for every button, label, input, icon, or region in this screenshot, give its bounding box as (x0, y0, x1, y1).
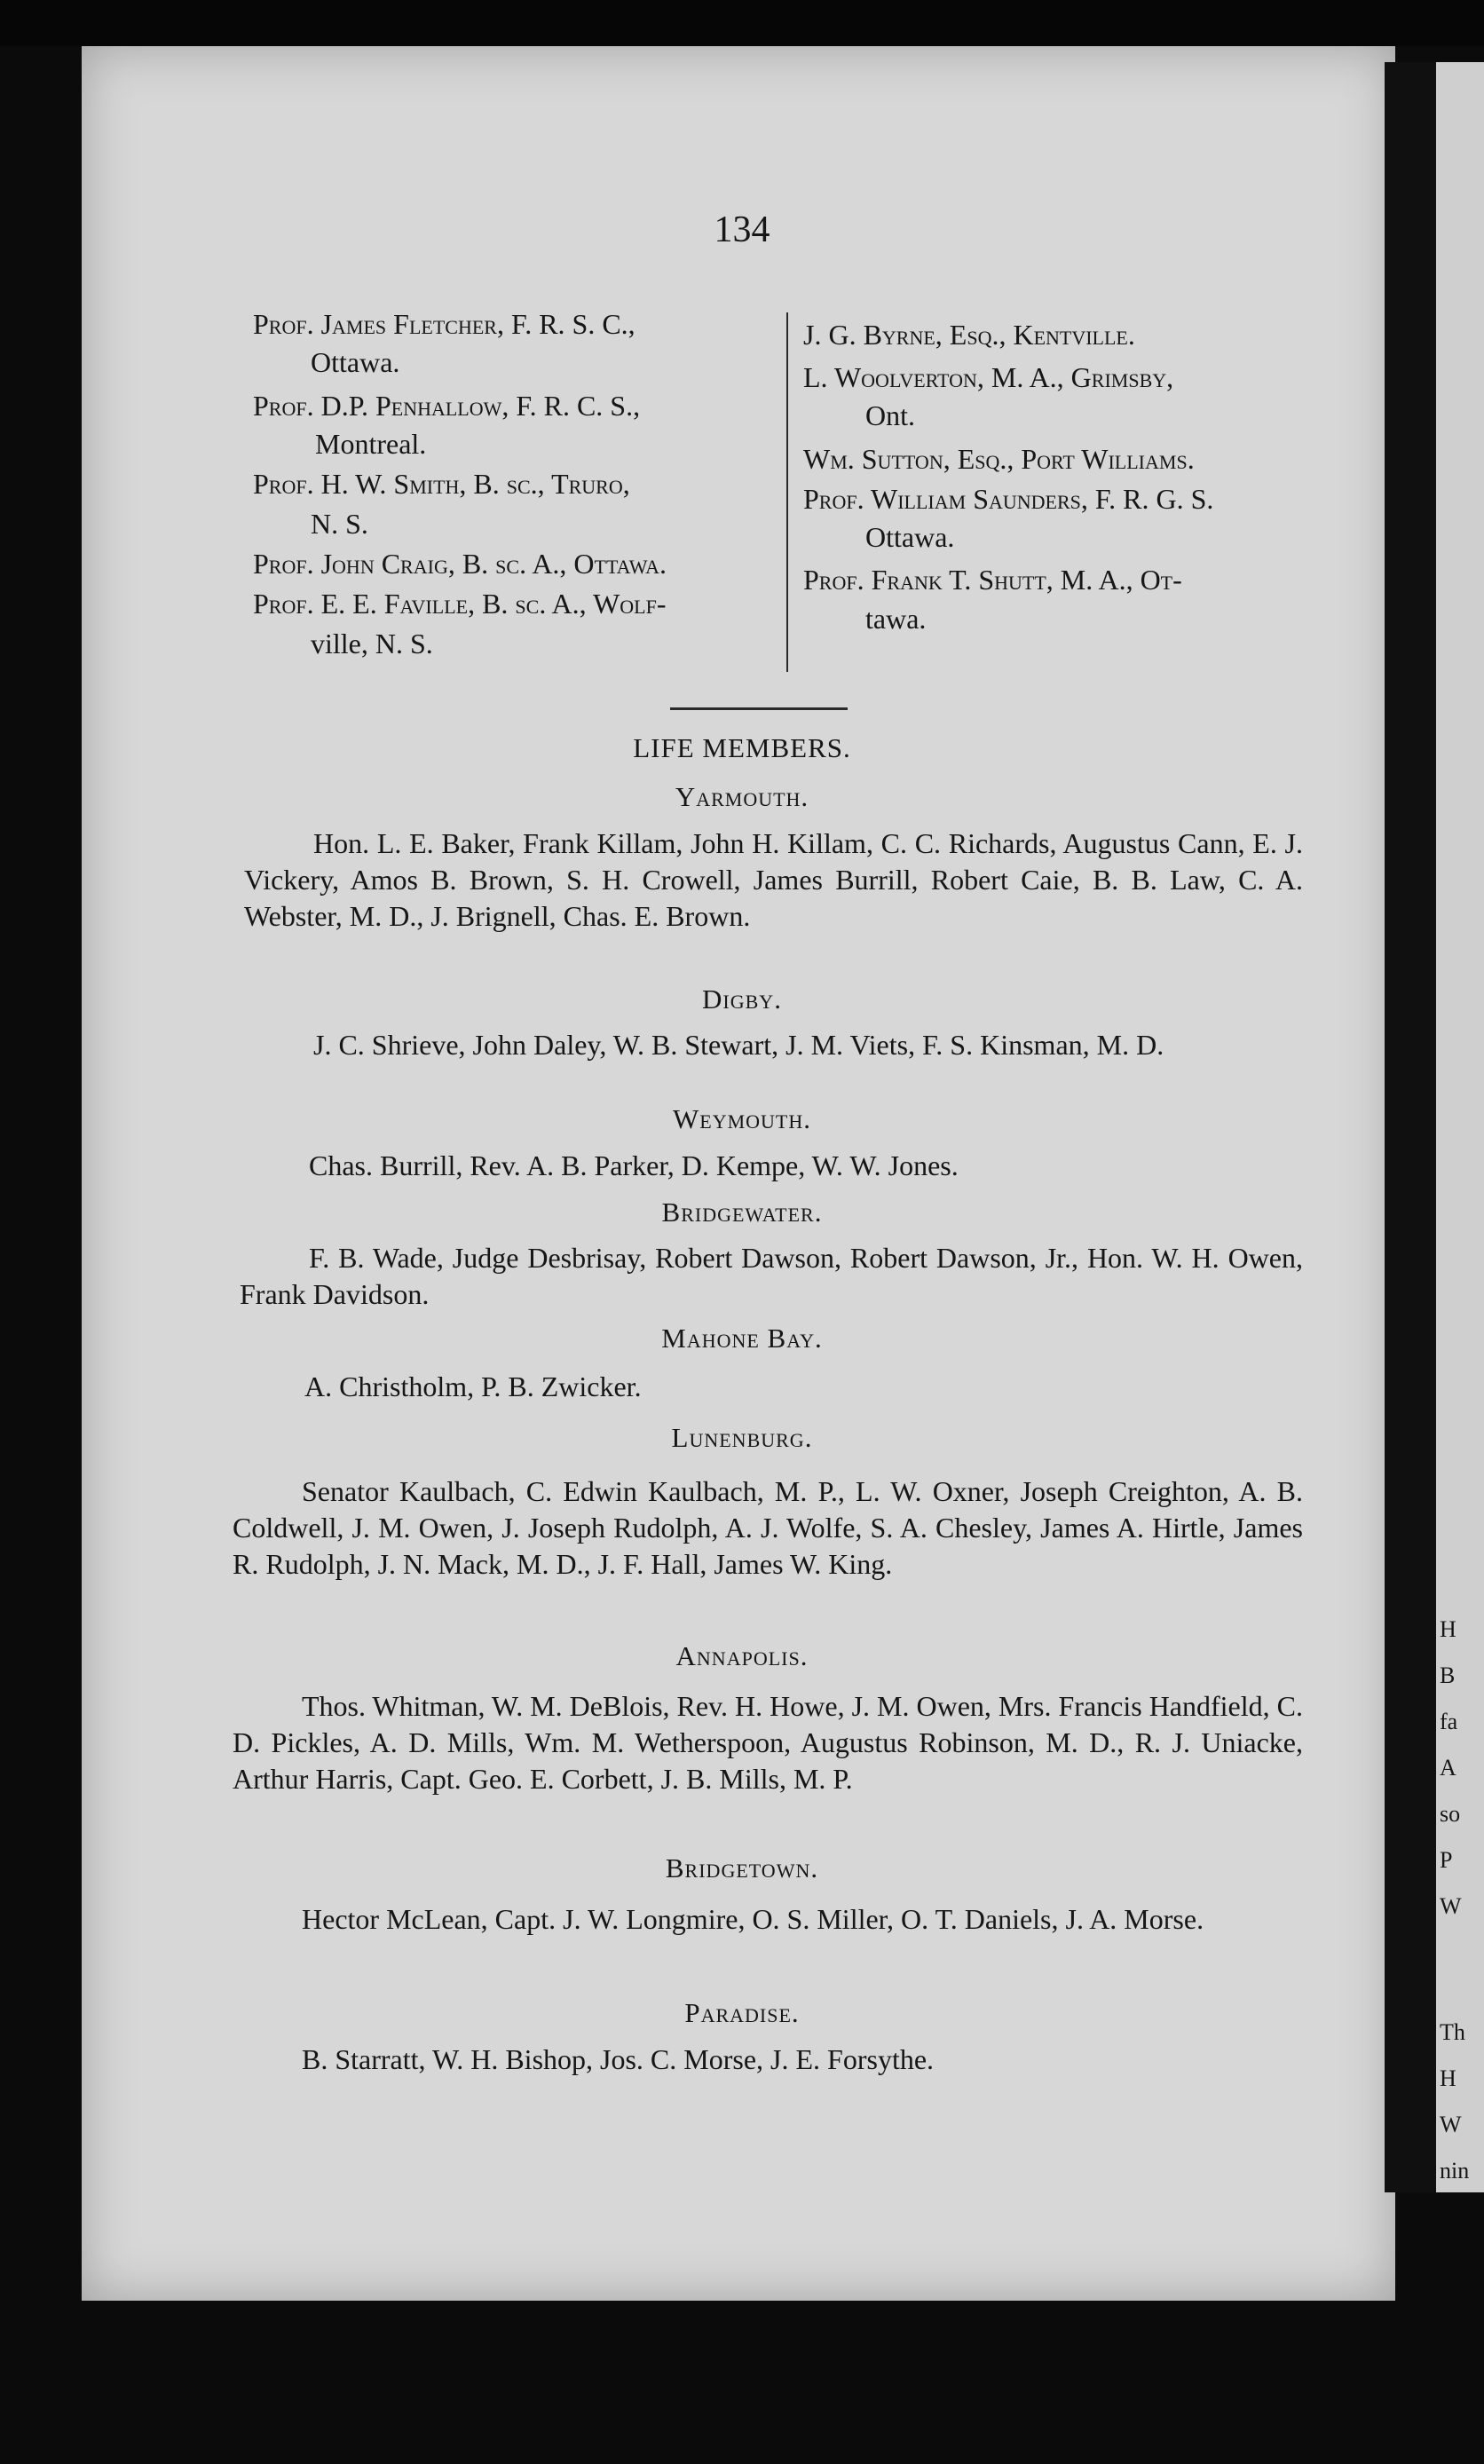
left-column-line: Prof. John Craig, B. sc. A., Ottawa. (253, 548, 667, 580)
group-place-heading: Paradise. (684, 1997, 800, 2028)
right-column-line: Ottawa. (865, 521, 955, 553)
facing-page-letter: H (1440, 1616, 1456, 1642)
left-column-line: Montreal. (315, 428, 427, 460)
facing-page-letter: P (1440, 1847, 1453, 1873)
group-place-heading: Lunenburg. (671, 1422, 813, 1453)
facing-page-letter: so (1440, 1801, 1461, 1827)
right-column-line: L. Woolverton, M. A., Grimsby, (803, 361, 1174, 393)
group-members: Hon. L. E. Baker, Frank Killam, John H. Killam, C. C. Richards, Augustus Cann, E. J. Vickery, Amos B. Brown, S. H. Crowell, James Burrill, Robert Caie, B. B. Law, C. A. Webster, M. D., J. Brignell, Chas. E. Brown. (244, 827, 1303, 932)
facing-page-letter: W (1440, 2112, 1462, 2137)
group-members: Thos. Whitman, W. M. DeBlois, Rev. H. Howe, J. M. Owen, Mrs. Francis Handfield, C. D. Pickles, A. D. Mills, Wm. M. Wetherspoon, Augustus Robinson, M. D., R. J. Uniacke, Arthur Harris, Capt. Geo. E. Corbett, J. B. Mills, M. P. (233, 1690, 1303, 1795)
group-members: Hector McLean, Capt. J. W. Longmire, O. S. Miller, O. T. Daniels, J. A. Morse. (302, 1903, 1204, 1935)
facing-page-letter: H (1440, 2065, 1456, 2091)
group-members: A. Christholm, P. B. Zwicker. (304, 1370, 642, 1402)
facing-page-letter: A (1440, 1755, 1456, 1781)
column-divider (786, 312, 788, 672)
group-place-heading: Bridgetown. (665, 1852, 819, 1884)
left-column-line: Prof. D.P. Penhallow, F. R. C. S., (253, 390, 641, 422)
left-column-line: Ottawa. (311, 346, 400, 378)
group-place-heading: Annapolis. (675, 1640, 809, 1671)
right-column-line: Wm. Sutton, Esq., Port Williams. (803, 443, 1195, 475)
group-members: J. C. Shrieve, John Daley, W. B. Stewart, J. M. Viets, F. S. Kinsman, M. D. (313, 1029, 1164, 1061)
section-rule (670, 707, 848, 710)
group-members: Senator Kaulbach, C. Edwin Kaulbach, M. P., L. W. Oxner, Joseph Creighton, A. B. Coldwell, J. M. Owen, J. Joseph Rudolph, A. J. Wolfe, S. A. Chesley, James A. Hirtle, James R. Rudolph, J. N. Mack, M. D., J. F. Hall, James W. King. (233, 1475, 1303, 1580)
group-members: Chas. Burrill, Rev. A. B. Parker, D. Kempe, W. W. Jones. (309, 1149, 959, 1181)
group-members: B. Starratt, W. H. Bishop, Jos. C. Morse, J. E. Forsythe. (302, 2043, 935, 2075)
left-column-line: ville, N. S. (311, 628, 433, 659)
group-place-heading: Digby. (702, 983, 782, 1015)
page-number: 134 (714, 209, 770, 250)
left-column-line: N. S. (311, 508, 368, 540)
group-place-heading: Weymouth. (673, 1103, 811, 1134)
group-members: F. B. Wade, Judge Desbrisay, Robert Dawson, Robert Dawson, Jr., Hon. W. H. Owen, Frank Davidson. (240, 1242, 1303, 1310)
facing-page-letter: B (1440, 1662, 1456, 1688)
left-column-line: Prof. H. W. Smith, B. sc., Truro, (253, 468, 630, 500)
facing-page-letter: Th (1440, 2019, 1465, 2045)
left-column-line: Prof. James Fletcher, F. R. S. C., (253, 308, 635, 340)
facing-page-letters (1440, 1607, 1484, 2192)
left-column-line: Prof. E. E. Faville, B. sc. A., Wolf- (253, 588, 667, 620)
facing-page-letter: fa (1440, 1709, 1458, 1734)
section-title: LIFE MEMBERS. (633, 732, 851, 763)
right-column-line: Ont. (865, 399, 915, 431)
right-column-line: Prof. William Saunders, F. R. G. S. (803, 483, 1214, 515)
right-column-line: Prof. Frank T. Shutt, M. A., Ot- (803, 564, 1182, 596)
group-place-heading: Yarmouth. (675, 781, 809, 812)
group-place-heading: Bridgewater. (661, 1196, 823, 1228)
facing-page-letter: nin (1440, 2158, 1470, 2184)
scan-top-edge (0, 0, 1484, 46)
group-place-heading: Mahone Bay. (661, 1323, 823, 1354)
right-column-line: J. G. Byrne, Esq., Kentville. (803, 319, 1135, 351)
facing-page-letter: W (1440, 1893, 1462, 1919)
right-column-line: tawa. (865, 603, 927, 635)
